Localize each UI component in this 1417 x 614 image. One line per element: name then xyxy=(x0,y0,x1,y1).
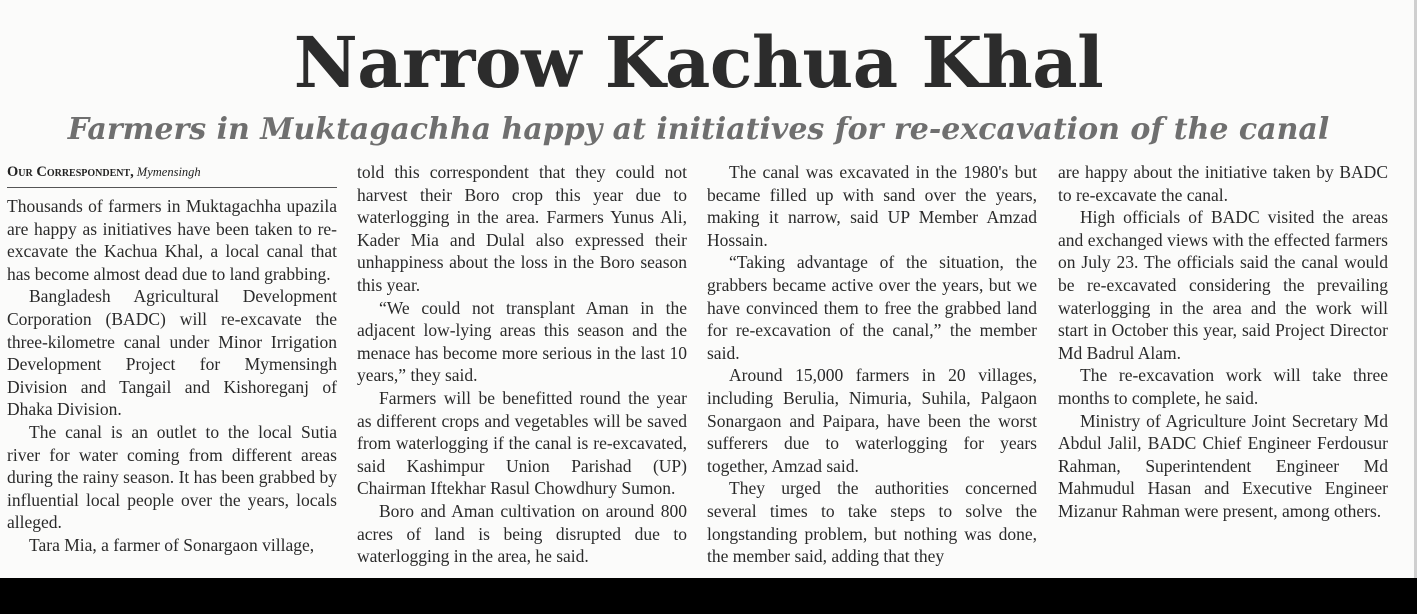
paragraph: “We could not transplant Aman in the adjacent low-lying areas this season and the menace has become more serious in the last 10 years,” they said. xyxy=(357,297,687,386)
paragraph: “Taking advantage of the situation, the grabbers became active over the years, but we have convinced them to free the grabbed land for re-excavation of the canal,” the member said. xyxy=(707,252,1037,363)
paragraph: They urged the authorities concerned several times to take steps to solve the longstanding problem, but nothing was done, the member said, adding that they xyxy=(707,478,1037,567)
subheadline: Farmers in Muktagachha happy at initiatives for re-excavation of the canal xyxy=(67,112,1330,147)
paragraph: Boro and Aman cultivation on around 800 acres of land is being disrupted due to waterlogging in the area, he said. xyxy=(357,500,687,567)
byline-location: Mymensingh xyxy=(136,165,201,179)
paragraph: Tara Mia, a farmer of Sonargaon village, xyxy=(29,534,315,555)
article-column-2 xyxy=(357,161,687,578)
paragraph: Farmers will be benefitted round the year as different crops and vegetables will be saved from waterlogging if the canal is re-excavated, said Kashimpur Union Parishad (UP) Chairman Iftekhar Rasul Chowdhury Sumon. xyxy=(357,387,687,499)
paragraph: High officials of BADC visited the areas and exchanged views with the effected farmers on July 23. The officials said the canal would be re-excavated considering the prevailing waterlogging in the area and the work will start in October this year, said Project Director Md Badrul Alam. xyxy=(1058,207,1388,363)
paragraph: are happy about the initiative taken by BADC to re-excavate the canal. xyxy=(1058,162,1388,205)
byline-author: Our Correspondent, xyxy=(7,164,134,180)
paragraph: Around 15,000 farmers in 20 villages, including Berulia, Nimuria, Suhila, Palgaon Sonargaon and Paipara, have been the worst sufferers due to waterlogging for years together, Amzad said. xyxy=(707,365,1037,476)
headline: Narrow Kachua Khal xyxy=(293,21,1104,104)
paragraph: Thousands of farmers in Muktagachha upazila are happy as initiatives have been taken to re-excavate the Kachua Khal, a local canal that has become almost dead due to land grabbing. xyxy=(7,196,337,284)
byline xyxy=(7,161,337,188)
paragraph: The re-excavation work will take three months to complete, he said. xyxy=(1058,365,1388,408)
article-column-1 xyxy=(7,161,337,578)
paragraph: The canal is an outlet to the local Sutia river for water coming from different areas during the rainy season. It has been grabbed by influential local people over the years, locals alleged. xyxy=(7,421,337,533)
article-column-4 xyxy=(1058,161,1388,578)
paragraph: Ministry of Agriculture Joint Secretary Md Abdul Jalil, BADC Chief Engineer Ferdousur Rahman, Superintendent Engineer Md Mahmudul Hasan and Executive Engineer Mizanur Rahman were present, among others. xyxy=(1058,410,1388,521)
paragraph: told this correspondent that they could not harvest their Boro crop this year due to waterlogging in the area. Farmers Yunus Ali, Kader Mia and Dulal also expressed their unhappiness about the loss in the Boro season this year. xyxy=(357,162,687,295)
article-column-3 xyxy=(707,161,1037,578)
paragraph: Bangladesh Agricultural Development Corporation (BADC) will re-excavate the three-kilometre canal under Minor Irrigation Development Project for Mymensingh Division and Tangail and Kishoreganj of Dhaka Division. xyxy=(7,286,337,420)
paragraph: The canal was excavated in the 1980's but became filled up with sand over the years, making it narrow, said UP Member Amzad Hossain. xyxy=(707,162,1037,250)
